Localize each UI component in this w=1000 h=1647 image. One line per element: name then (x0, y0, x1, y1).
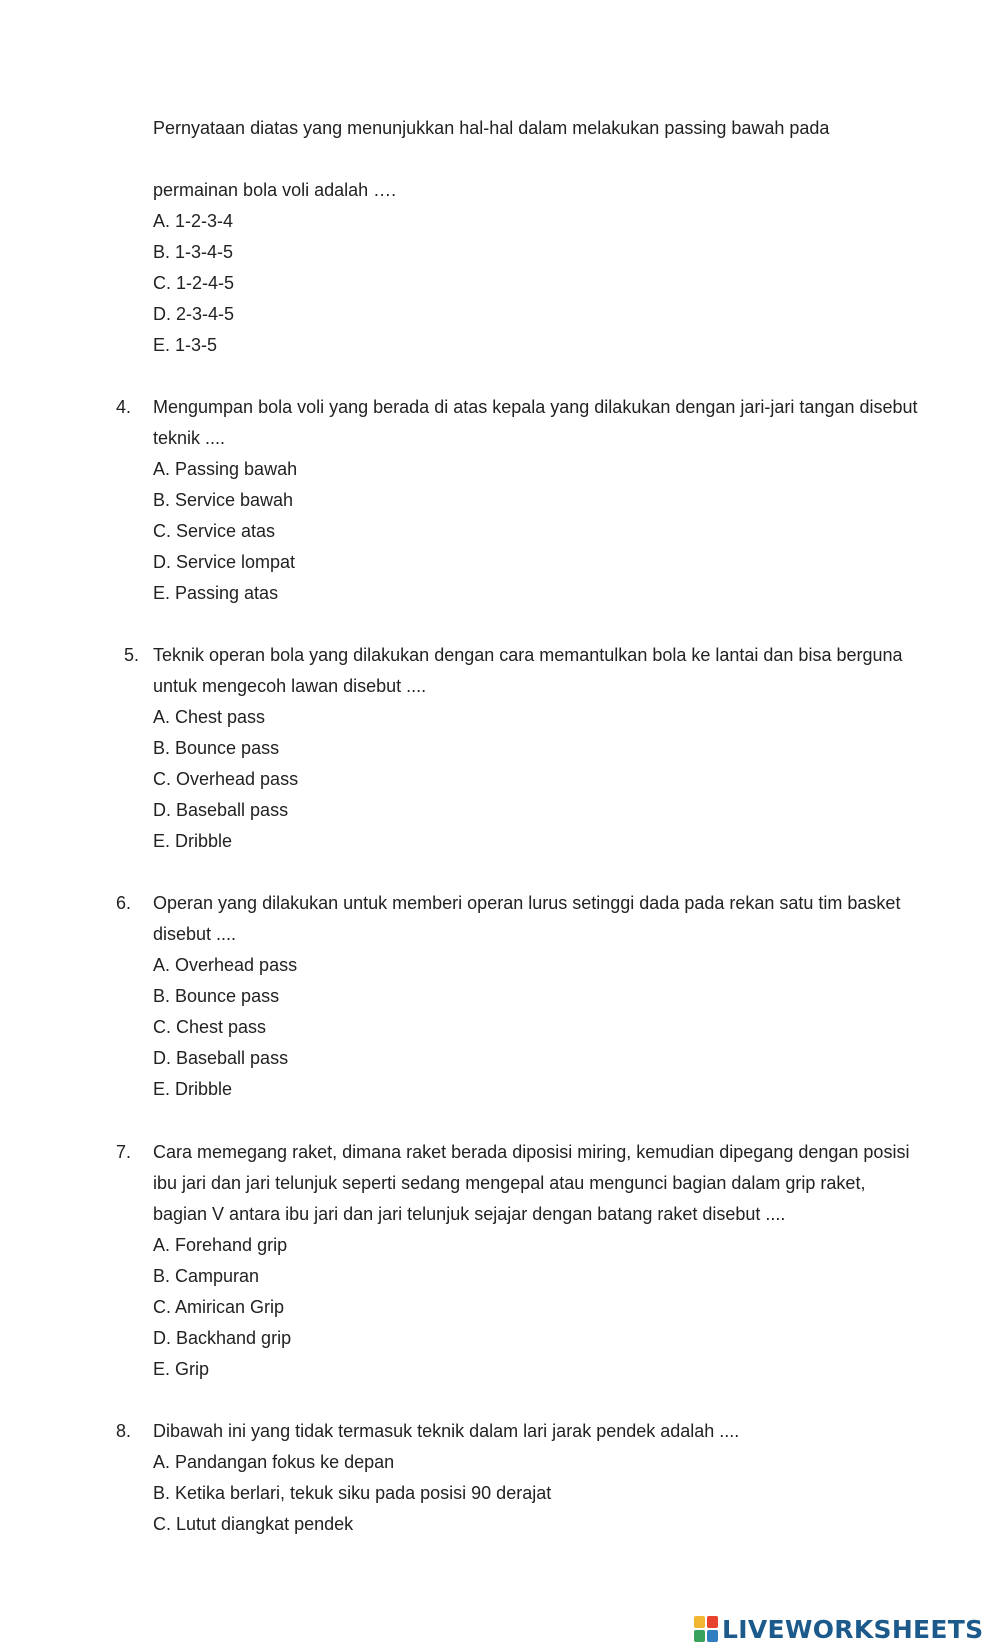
question-number: 6. (116, 893, 132, 913)
question-text-line: teknik .... (153, 428, 226, 448)
question-number: 4. (116, 397, 132, 417)
question-text-line: bagian V antara ibu jari dan jari telunjuk sejajar dengan batang raket disebut .... (153, 1204, 786, 1224)
option-a[interactable]: A. Pandangan fokus ke depan (153, 1452, 395, 1472)
question-text-line: Teknik operan bola yang dilakukan dengan cara memantulkan bola ke lantai dan bisa berguna (153, 645, 903, 665)
option-d[interactable]: D. 2-3-4-5 (153, 304, 235, 324)
question-text-line: Dibawah ini yang tidak termasuk teknik dalam lari jarak pendek adalah .... (153, 1421, 740, 1441)
option-b[interactable]: B. Service bawah (153, 490, 294, 510)
option-b[interactable]: B. Bounce pass (153, 986, 280, 1006)
option-a[interactable]: A. 1-2-3-4 (153, 211, 234, 231)
option-e[interactable]: E. 1-3-5 (153, 335, 218, 355)
liveworksheets-logo-icon (694, 1616, 718, 1642)
option-e[interactable]: E. Dribble (153, 1079, 233, 1099)
option-e[interactable]: E. Dribble (153, 831, 233, 851)
option-d[interactable]: D. Service lompat (153, 552, 296, 572)
liveworksheets-logo[interactable] (694, 1612, 994, 1646)
option-c[interactable]: C. Chest pass (153, 1017, 267, 1037)
option-e[interactable]: E. Passing atas (153, 583, 279, 603)
intro-line-2: permainan bola voli adalah …. (153, 180, 397, 200)
option-c[interactable]: C. Overhead pass (153, 769, 299, 789)
question-text-line: ibu jari dan jari telunjuk seperti sedang mengepal atau mengunci bagian dalam grip raket, (153, 1173, 866, 1193)
option-b[interactable]: B. 1-3-4-5 (153, 242, 234, 262)
question-text-line: disebut .... (153, 924, 237, 944)
question-text-line: Cara memegang raket, dimana raket berada diposisi miring, kemudian dipegang dengan posisi (153, 1142, 910, 1162)
question-text-line: Mengumpan bola voli yang berada di atas kepala yang dilakukan dengan jari-jari tangan disebut (153, 397, 918, 417)
option-b[interactable]: B. Campuran (153, 1266, 260, 1286)
question-number: 5. (124, 645, 140, 665)
option-c[interactable]: C. Service atas (153, 521, 276, 541)
option-d[interactable]: D. Baseball pass (153, 800, 289, 820)
option-a[interactable]: A. Overhead pass (153, 955, 298, 975)
option-d[interactable]: D. Backhand grip (153, 1328, 292, 1348)
question-text-line: Operan yang dilakukan untuk memberi operan lurus setinggi dada pada rekan satu tim basket (153, 893, 901, 913)
question-text-line: untuk mengecoh lawan disebut .... (153, 676, 427, 696)
option-d[interactable]: D. Baseball pass (153, 1048, 289, 1068)
logo-text: LIVEWORKSHEETS (722, 1614, 984, 1644)
option-a[interactable]: A. Forehand grip (153, 1235, 288, 1255)
option-a[interactable]: A. Passing bawah (153, 459, 298, 479)
option-c[interactable]: C. Lutut diangkat pendek (153, 1514, 354, 1534)
option-a[interactable]: A. Chest pass (153, 707, 266, 727)
option-e[interactable]: E. Grip (153, 1359, 210, 1379)
question-number: 7. (116, 1142, 132, 1162)
option-b[interactable]: B. Bounce pass (153, 738, 280, 758)
intro-line-1: Pernyataan diatas yang menunjukkan hal-hal dalam melakukan passing bawah pada (153, 118, 830, 138)
option-b[interactable]: B. Ketika berlari, tekuk siku pada posisi 90 derajat (153, 1483, 552, 1503)
option-c[interactable]: C. 1-2-4-5 (153, 273, 235, 293)
option-c[interactable]: C. Amirican Grip (153, 1297, 285, 1317)
question-number: 8. (116, 1421, 132, 1441)
